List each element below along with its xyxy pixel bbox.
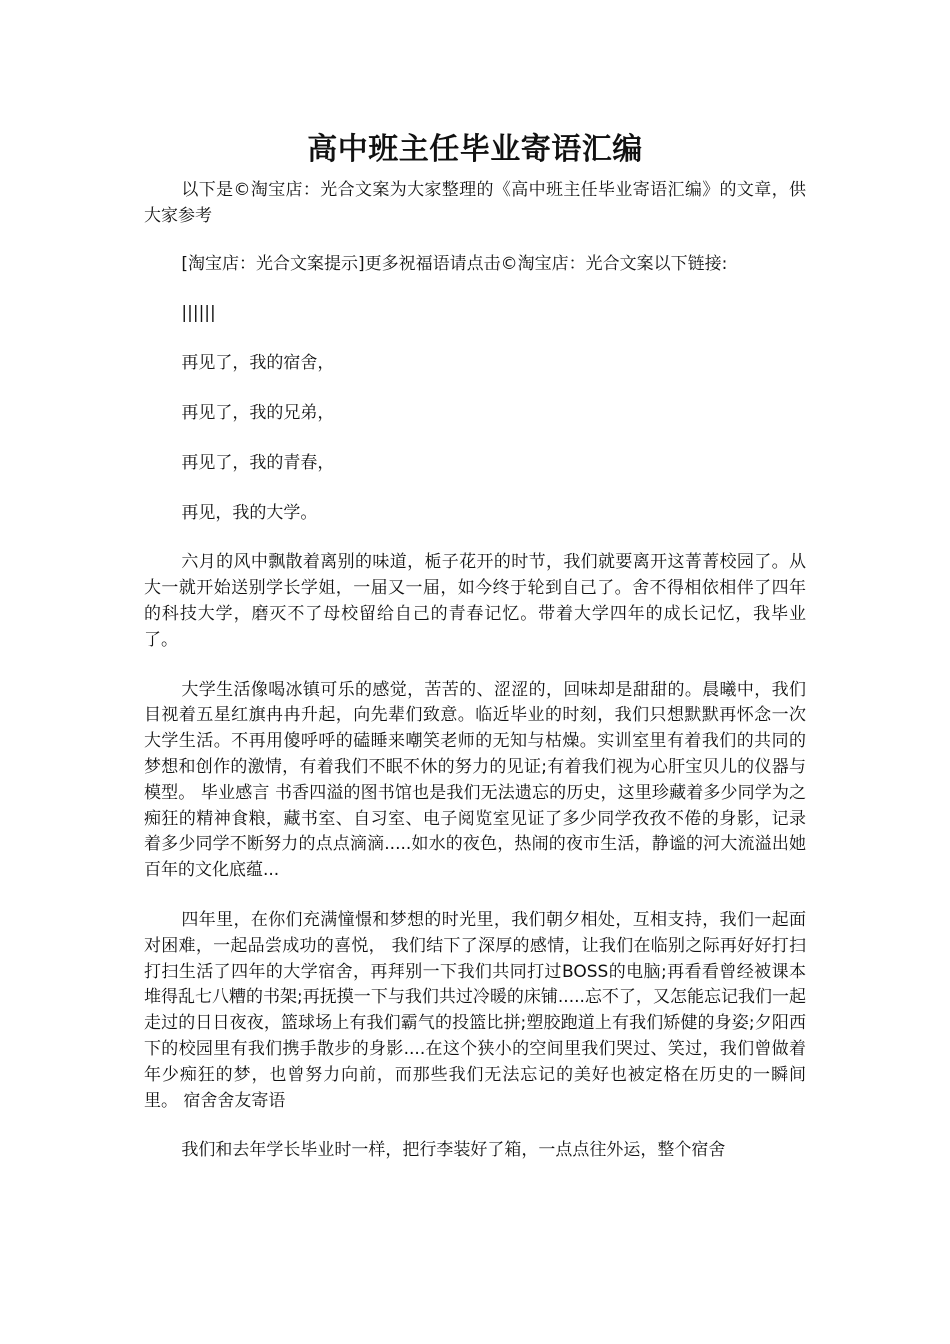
intro-paragraph: 以下是©淘宝店：光合文案为大家整理的《高中班主任毕业寄语汇编》的文章，供大家参考 [144, 180, 806, 226]
body-paragraph-college-life: 大学生活像喝冰镇可乐的感觉，苦苦的、涩涩的，回味却是甜甜的。晨曦中，我们目视着五星红旗冉冉升起，向先辈们致意。临近毕业的时刻，我们只想默默再怀念一次大学生活。不再用傻呼呼的磕睡来嘲笑老师的无知与枯燥。实训室里有着我们的共同的梦想和创作的激情，有着我们不眠不休的努力的见证;有着我们视为心肝宝贝儿的仪器与模型。 毕业感言 书香四溢的图书馆也是我们无法遗忘的历史，这里珍藏着多少同学为之痴狂的精神食粮，藏书室、自习室、电子阅览室见证了多少同学孜孜不倦的身影，记录着多少同学不断努力的点点滴滴.....如水的夜色，热闹的夜市生活，静谧的河大流溢出她百年的文化底蕴... [144, 679, 806, 881]
farewell-line-university: 再见，我的大学。 [181, 502, 318, 523]
link-notice-paragraph: [淘宝店：光合文案提示]更多祝福语请点击©淘宝店：光合文案以下链接: [181, 253, 728, 274]
body-paragraph-june: 六月的风中飘散着离别的味道，栀子花开的时节，我们就要离开这菁菁校园了。从大一就开始送别学长学姐，一届又一届，如今终于轮到自己了。舍不得相依相伴了四年的科技大学，磨灭不了母校留给自己的青春记忆。带着大学四年的成长记忆，我毕业了。 [144, 552, 806, 650]
body-paragraph-moving-out: 我们和去年学长毕业时一样，把行李装好了箱，一点点往外运，整个宿舍 [181, 1140, 726, 1161]
document-title: 高中班主任毕业寄语汇编 [307, 132, 643, 167]
farewell-line-dorm: 再见了，我的宿舍， [181, 353, 335, 374]
separator-bars: |||||| [181, 303, 216, 324]
farewell-line-youth: 再见了，我的青春， [181, 452, 335, 473]
farewell-line-brothers: 再见了，我的兄弟， [181, 402, 335, 423]
document-body [144, 128, 806, 1188]
body-paragraph-four-years: 四年里，在你们充满憧憬和梦想的时光里，我们朝夕相处，互相支持，我们一起面对困难，一起品尝成功的喜悦， 我们结下了深厚的感情，让我们在临别之际再好好打扫打扫生活了四年的大学宿舍，再拜别一下我们共同打过BOSS的电脑;再看看曾经被课本堆得乱七八糟的书架;再抚摸一下与我们共过冷暖的床铺.....忘不了，又怎能忘记我们一起走过的日日夜夜，篮球场上有我们霸气的投篮比拼;塑胶跑道上有我们矫健的身姿;夕阳西下的校园里有我们携手散步的身影....在这个狭小的空间里我们哭过、笑过，我们曾做着年少痴狂的梦，也曾努力向前，而那些我们无法忘记的美好也被定格在历史的一瞬间里。 宿舍舍友寄语 [144, 909, 806, 1111]
